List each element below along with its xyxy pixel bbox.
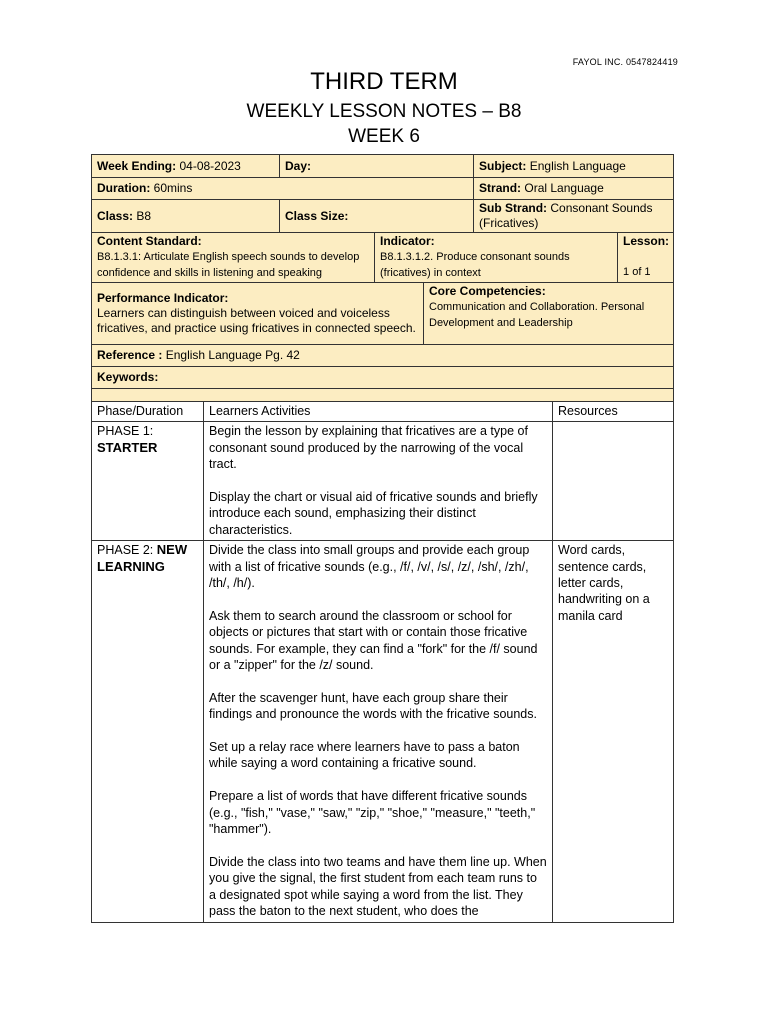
strand-value: Oral Language <box>524 181 604 195</box>
indicator-value: B8.1.3.1.2. Produce consonant sounds (fricatives) in context <box>380 251 570 279</box>
duration-cell <box>92 178 474 200</box>
reference-label: Reference : <box>97 348 163 362</box>
class-size-cell <box>280 200 474 233</box>
lesson-value: 1 of 1 <box>623 266 651 278</box>
sub-strand-value: Consonant Sounds (Fricatives) <box>479 201 653 230</box>
keywords-cell <box>92 367 674 389</box>
class-label: Class: <box>97 208 134 223</box>
activities-table <box>91 401 674 923</box>
phase-column-header: Phase/Duration <box>92 402 204 422</box>
phase2-prefix: PHASE 2: <box>97 543 154 558</box>
phase2-paragraph: After the scavenger hunt, have each group share their findings and pronounce the words with the fricative sounds. <box>209 690 537 722</box>
reference-value: English Language Pg. 42 <box>165 348 300 362</box>
subject-cell <box>474 155 674 178</box>
week-heading: WEEK 6 <box>348 126 420 147</box>
week-ending-value: 04-08-2023 <box>179 158 241 173</box>
lesson-label: Lesson: <box>623 234 670 248</box>
content-standard-value: B8.1.3.1: Articulate English speech sounds to develop confidence and skills in listening and speaking <box>97 251 360 279</box>
subject-value: English Language <box>529 158 626 173</box>
phase1-resources <box>553 422 674 541</box>
phase2-resources: Word cards, sentence cards, letter cards, handwriting on a manila card <box>553 541 674 923</box>
subject-label: Subject: <box>479 158 527 173</box>
core-competencies-cell <box>424 283 674 345</box>
phase2-activities <box>204 541 553 923</box>
activities-column-header: Learners Activities <box>204 402 553 422</box>
page-subtitle: WEEKLY LESSON NOTES – B8 <box>246 101 522 122</box>
class-value: B8 <box>136 208 152 223</box>
blank-row <box>92 389 674 402</box>
sub-strand-label: Sub Strand: <box>479 201 548 215</box>
indicator-cell <box>375 233 618 283</box>
strand-cell <box>474 178 674 200</box>
content-standard-label: Content Standard: <box>97 234 202 248</box>
day-label: Day: <box>285 158 312 173</box>
phase2-paragraph: Divide the class into two teams and have them line up. When you give the signal, the first student from each team runs to a designated spot while saying a word from the list. They pass the baton to the next student, who does the <box>209 854 547 919</box>
phase1-paragraph: Display the chart or visual aid of fricative sounds and briefly introduce each sound, emphasizing their distinct characteristics. <box>209 490 538 537</box>
lesson-header-table <box>91 154 674 402</box>
content-standard-cell <box>92 233 375 283</box>
company-contact: FAYOL INC. 0547824419 <box>572 57 678 67</box>
phase2-paragraph: Set up a relay race where learners have to pass a baton while saying a word containing a fricative sound. <box>209 740 520 771</box>
phase2-paragraph: Prepare a list of words that have different fricative sounds (e.g., "fish," "vase," "saw," "zip," "shoe," "measure," "teeth," "hammer"). <box>209 789 536 837</box>
phase1-prefix: PHASE 1: <box>97 424 154 439</box>
week-ending-label: Week Ending: <box>97 158 177 173</box>
phase1-paragraph: Begin the lesson by explaining that fricatives are a type of consonant sound produced by the narrowing of the vocal tract. <box>209 424 528 472</box>
phase1-name: STARTER <box>97 439 158 455</box>
strand-label: Strand: <box>479 181 522 195</box>
resources-column-header: Resources <box>553 402 674 422</box>
indicator-label: Indicator: <box>380 234 435 248</box>
performance-indicator-cell <box>92 283 424 345</box>
phase1-activities <box>204 422 553 541</box>
phase1-cell <box>92 422 204 541</box>
keywords-label: Keywords: <box>97 370 159 384</box>
performance-indicator-label: Performance Indicator: <box>97 291 229 305</box>
phase2-cell <box>92 541 204 923</box>
page-title: THIRD TERM <box>310 68 458 95</box>
week-ending-cell <box>92 155 280 178</box>
sub-strand-cell <box>474 200 674 233</box>
performance-indicator-value: Learners can distinguish between voiced and voiceless fricatives, and practice using fricatives in connected speech. <box>97 306 416 335</box>
lesson-cell <box>618 233 674 283</box>
core-competencies-label: Core Competencies: <box>429 284 546 298</box>
class-cell <box>92 200 280 233</box>
phase2-name-b: LEARNING <box>97 558 165 574</box>
core-competencies-value: Communication and Collaboration. Personal Development and Leadership <box>429 301 645 329</box>
reference-cell <box>92 345 674 367</box>
day-cell <box>280 155 474 178</box>
duration-value: 60mins <box>153 181 193 195</box>
phase2-name-a: NEW <box>156 542 188 558</box>
phase2-paragraph: Ask them to search around the classroom or school for objects or pictures that start with or contain those fricative sounds. For example, they can find a "fork" for the /f/ sound or a "zipper" for the /z/ sound. <box>209 608 538 673</box>
class-size-label: Class Size: <box>285 208 349 223</box>
duration-label: Duration: <box>97 181 151 195</box>
phase2-paragraph: Divide the class into small groups and provide each group with a list of fricative sounds (e.g., /f/, /v/, /s/, /z/, /sh/, /zh/, /th/, /h/). <box>209 543 530 591</box>
